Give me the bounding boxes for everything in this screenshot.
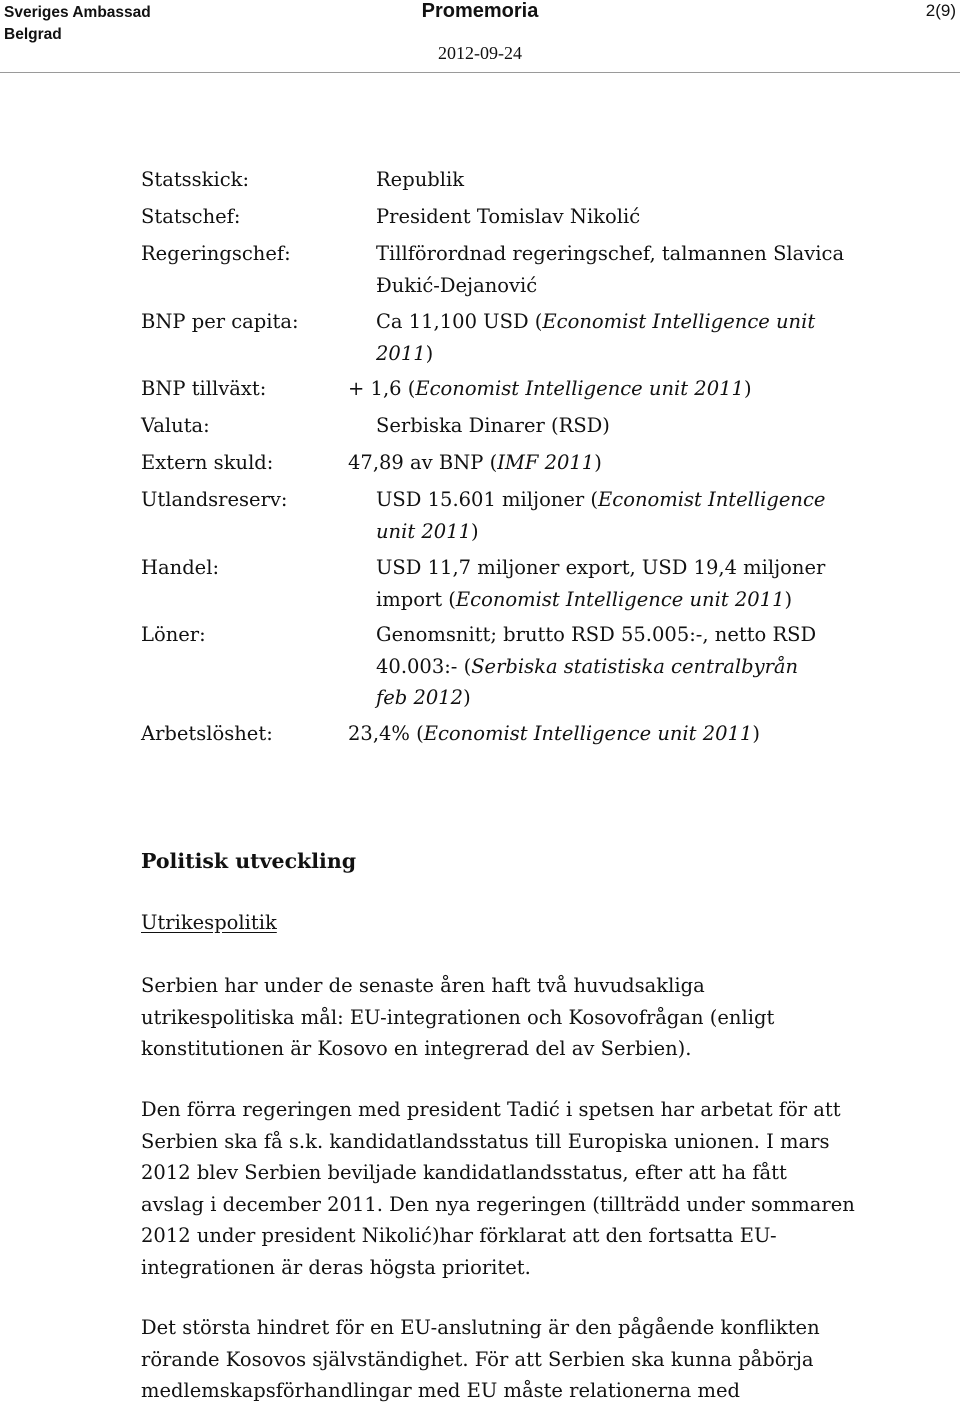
document-date: 2012-09-24 [438, 43, 522, 63]
fact-label: Regeringschef: [141, 242, 291, 265]
fact-value: + 1,6 (Economist Intelligence unit 2011) [348, 377, 752, 400]
fact-label: Extern skuld: [141, 451, 274, 474]
paragraph: Serbien har under de senaste åren haft två huvudsakliga utrikespolitiska mål: EU-integrationen och Kosovofrågan (enligt konstitutionen är Kosovo en integrerad del av Serbien). [141, 974, 775, 1060]
fact-label: Statsskick: [141, 168, 250, 191]
fact-label: BNP per capita: [141, 310, 299, 333]
fact-value: 23,4% (Economist Intelligence unit 2011) [348, 722, 760, 745]
fact-value: 47,89 av BNP (IMF 2011) [348, 451, 602, 474]
fact-label: Statschef: [141, 205, 241, 228]
document-title: Promemoria [421, 0, 539, 22]
fact-source: Economist Intelligence unit 2011 [455, 587, 785, 611]
subsection-heading: Utrikespolitik [141, 911, 277, 934]
fact-label: BNP tillväxt: [141, 377, 267, 400]
fact-label: Arbetslöshet: [141, 722, 273, 745]
sender-city: Belgrad [4, 26, 62, 43]
fact-label: Utlandsreserv: [141, 488, 288, 511]
section-heading: Politisk utveckling [141, 849, 357, 873]
fact-label: Löner: [141, 623, 206, 646]
fact-value: Tillförordnad regeringschef, talmannen Slavica Đukić-Dejanović [376, 242, 845, 297]
fact-source: IMF 2011 [497, 451, 595, 474]
paragraph: Den förra regeringen med president Tadić i spetsen har arbetat för att Serbien ska få s.k. kandidatlandsstatus till Europiska unionen. I mars 2012 blev Serbien beviljade kandidatlandsstatus, efter att ha fått avslag i december 2011. Den nya regeringen (tillträdd under sommaren 2012 under president Nikolić)har förklarat att den fortsatta EU-integrationen är deras högsta prioritet. [141, 1098, 855, 1279]
fact-source: Economist Intelligence unit 2011 [415, 377, 744, 400]
fact-value: Serbiska Dinarer (RSD) [376, 414, 610, 437]
fact-value: USD 11,7 miljoner export, USD 19,4 miljoner import (Economist Intelligence unit 2011) [376, 556, 826, 611]
fact-label: Valuta: [141, 414, 210, 437]
fact-source: Economist Intelligence unit 2011 [376, 488, 826, 543]
fact-source: Economist Intelligence unit 2011 [376, 310, 816, 365]
fact-value: Republik [376, 168, 465, 191]
fact-value: Genomsnitt; brutto RSD 55.005:-, netto RSD 40.003:- (Serbiska statistiska centralbyrån feb 2012) [376, 623, 817, 709]
sender-organization: Sveriges Ambassad [4, 4, 151, 21]
paragraph: Det största hindret för en EU-anslutning är den pågående konflikten rörande Kosovos självständighet. För att Serbien ska kunna påbörja medlemskapsförhandlingar med EU måste relationerna med [141, 1316, 820, 1402]
fact-source: Economist Intelligence unit 2011 [423, 722, 753, 745]
fact-value: President Tomislav Nikolić [376, 205, 641, 228]
header-divider [0, 72, 960, 73]
fact-label: Handel: [141, 556, 220, 579]
fact-source: Serbiska statistiska centralbyrån feb 2012 [376, 654, 799, 709]
page-number: 2(9) [925, 1, 956, 20]
fact-value: Ca 11,100 USD (Economist Intelligence unit 2011) [376, 310, 816, 365]
fact-value: USD 15.601 miljoner (Economist Intelligence unit 2011) [376, 488, 826, 543]
